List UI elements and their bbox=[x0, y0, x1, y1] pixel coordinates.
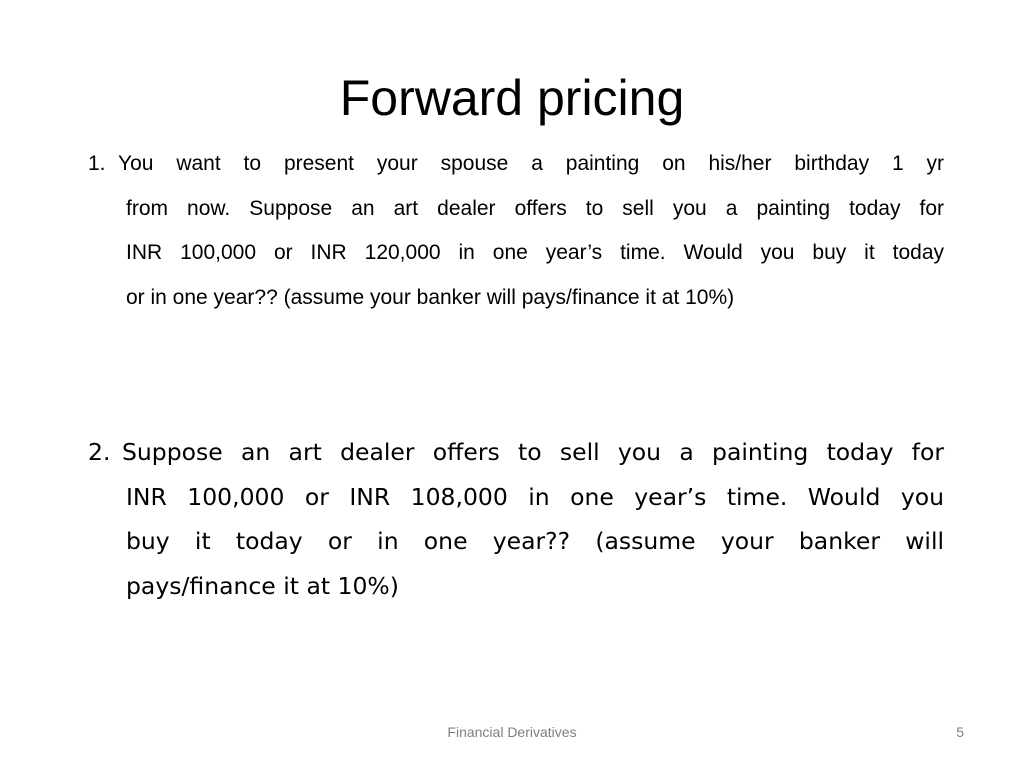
question-1-number: 1. bbox=[88, 152, 106, 175]
question-1-line-1: You want to present your spouse a painting on his/her birthday 1 yr bbox=[118, 152, 944, 175]
question-2-line-4: pays/finance it at 10%) bbox=[126, 571, 399, 600]
question-2 bbox=[88, 430, 944, 608]
slide-title: Forward pricing bbox=[339, 70, 685, 126]
page-number: 5 bbox=[956, 724, 964, 740]
question-1-line-3: INR 100,000 or INR 120,000 in one year’s time. Would you buy it today bbox=[126, 241, 944, 264]
question-1-line-4: or in one year?? (assume your banker will pays/finance it at 10%) bbox=[126, 285, 735, 309]
question-2-number: 2. bbox=[88, 438, 111, 466]
question-1-line-2: from now. Suppose an art dealer offers to sell you a painting today for bbox=[126, 196, 944, 220]
question-2-line-2: INR 100,000 or INR 108,000 in one year’s time. Would you bbox=[126, 482, 944, 511]
question-1 bbox=[88, 142, 944, 320]
question-2-line-3: buy it today or in one year?? (assume your banker will bbox=[126, 527, 944, 555]
question-2-line-1: Suppose an art dealer offers to sell you a painting today for bbox=[122, 438, 944, 466]
footer-text: Financial Derivatives bbox=[447, 724, 577, 740]
